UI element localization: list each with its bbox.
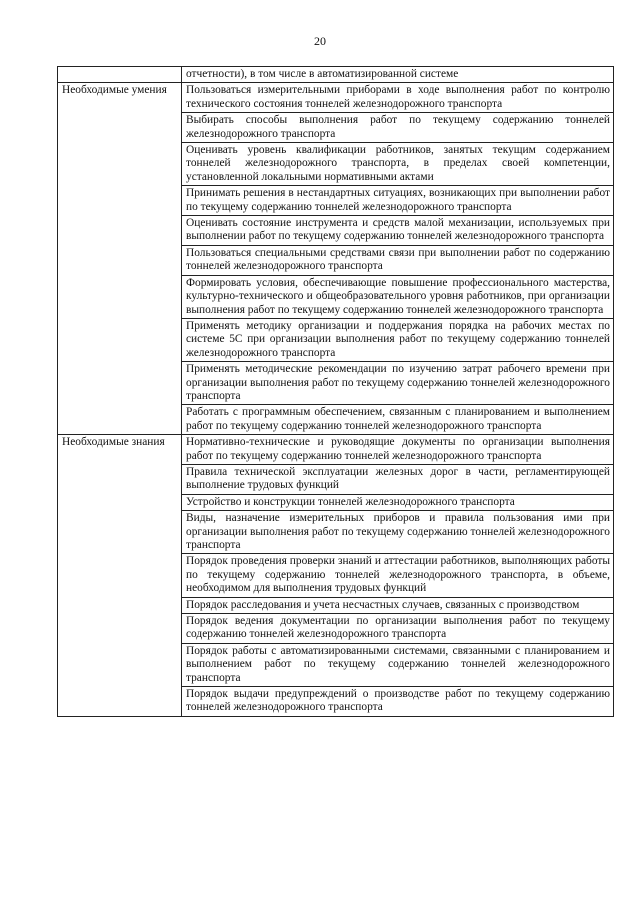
requirement-item: Пользоваться измерительными приборами в ходе выполнения работ по контролю технического состояния тоннелей железнодорожного транспорта (182, 83, 614, 113)
section-label: Необходимые знания (58, 435, 182, 717)
empty-label-cell (58, 67, 182, 83)
requirement-item: Пользоваться специальными средствами связи при выполнении работ по содержанию тоннелей железнодорожного транспорта (182, 245, 614, 275)
requirement-item: Порядок расследования и учета несчастных случаев, связанных с производством (182, 597, 614, 613)
requirement-item: Принимать решения в нестандартных ситуациях, возникающих при выполнении работ по текущему содержанию тоннелей железнодорожного транспорта (182, 186, 614, 216)
requirement-item: Порядок ведения документации по организации выполнения работ по текущему содержанию тоннелей железнодорожного транспорта (182, 614, 614, 644)
requirement-item: Выбирать способы выполнения работ по текущему содержанию тоннелей железнодорожного транспорта (182, 113, 614, 143)
requirement-item: Устройство и конструкции тоннелей железнодорожного транспорта (182, 494, 614, 510)
requirement-item: Применять методику организации и поддержания порядка на рабочих местах по системе 5С при организации выполнения работ по текущему содержанию тоннелей железнодорожного транспорта (182, 318, 614, 361)
page-number: 20 (314, 34, 326, 48)
table-row (58, 83, 614, 113)
requirements-table (57, 66, 614, 717)
requirement-item: Порядок проведения проверки знаний и аттестации работников, выполняющих работы по текущему содержанию тоннелей железнодорожного транспорта, в объеме, необходимом для выполнения трудовых функций (182, 554, 614, 597)
requirement-item: Оценивать уровень квалификации работников, занятых текущим содержанием тоннелей железнодорожного транспорта, в пределах своей компетенции, установленной локальными нормативными актами (182, 143, 614, 186)
requirement-item: Оценивать состояние инструмента и средств малой механизации, используемых при выполнении работ по текущему содержанию тоннелей железнодорожного транспорта (182, 216, 614, 246)
requirement-item: Формировать условия, обеспечивающие повышение профессионального мастерства, культурно-технического и общеобразовательного уровня работников, при организации выполнения работ по текущему содержанию тоннелей железнодорожного транспорта (182, 275, 614, 318)
requirement-item: Применять методические рекомендации по изучению затрат рабочего времени при организации выполнения работ по текущему содержанию тоннелей железнодорожного транспорта (182, 362, 614, 405)
requirements-table-body (58, 67, 614, 717)
requirement-item: Виды, назначение измерительных приборов и правила пользования ими при организации выполнения работ по текущему содержанию тоннелей железнодорожного транспорта (182, 511, 614, 554)
table-row-continuation (58, 67, 614, 83)
requirement-item: Нормативно-технические и руководящие документы по организации выполнения работ по текущему содержанию тоннелей железнодорожного транспорта (182, 435, 614, 465)
section-label: Необходимые умения (58, 83, 182, 435)
table-row (58, 435, 614, 465)
requirement-item: Порядок работы с автоматизированными системами, связанными с планированием и выполнением работ по текущему содержанию тоннелей железнодорожного транспорта (182, 643, 614, 686)
requirement-item: Работать с программным обеспечением, связанным с планированием и выполнением работ по текущему содержанию тоннелей железнодорожного транспорта (182, 405, 614, 435)
continuation-cell: отчетности), в том числе в автоматизированной системе (182, 67, 614, 83)
requirement-item: Правила технической эксплуатации железных дорог в части, регламентирующей выполнение трудовых функций (182, 464, 614, 494)
requirement-item: Порядок выдачи предупреждений о производстве работ по текущему содержанию тоннелей железнодорожного транспорта (182, 687, 614, 717)
